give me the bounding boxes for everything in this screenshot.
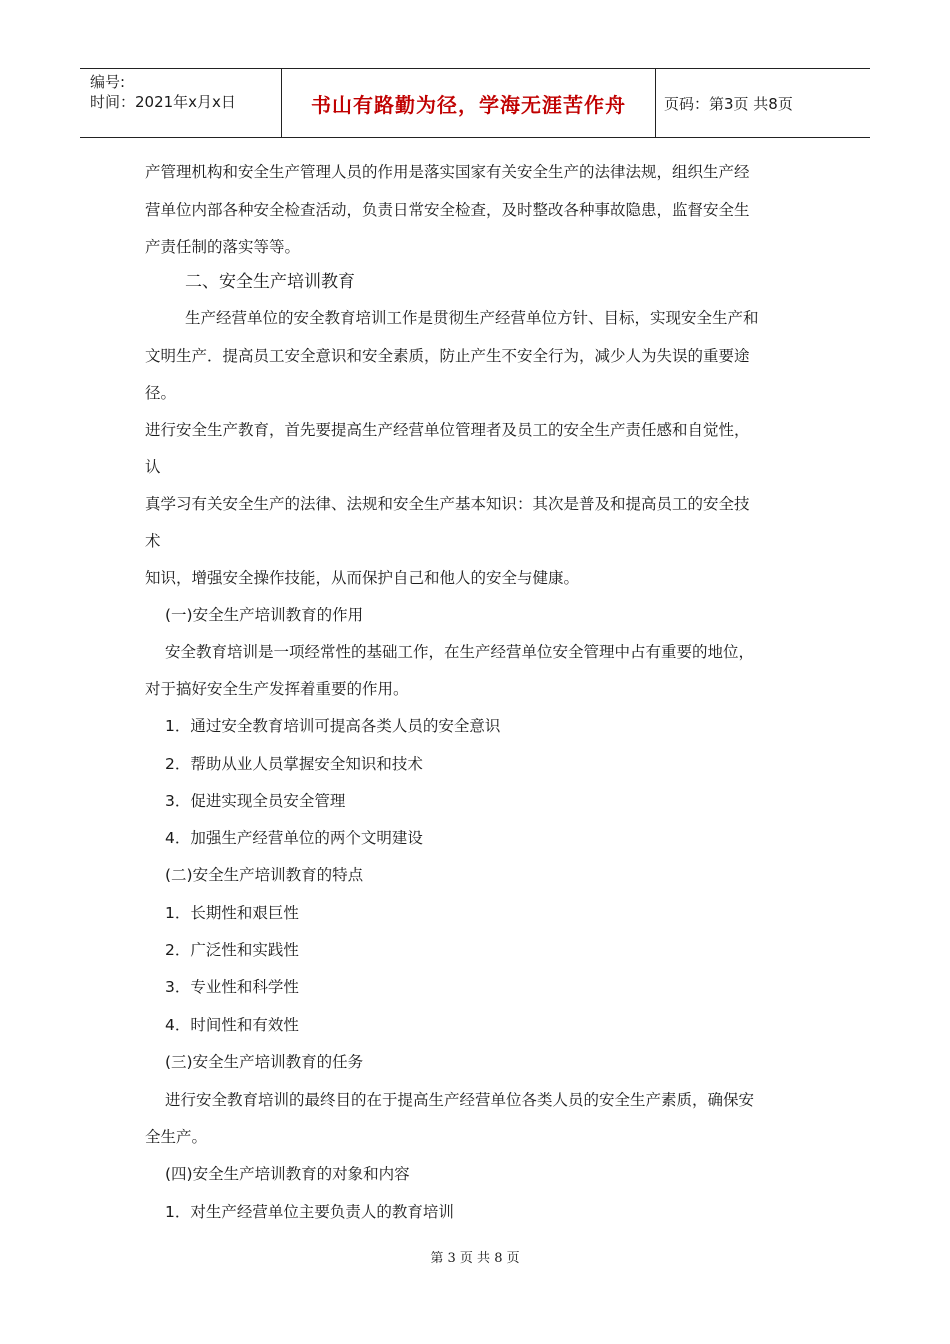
- body-line: 进行安全生产教育，首先要提高生产经营单位管理者及员工的安全生产责任感和自觉性，: [145, 421, 750, 439]
- body-line: 全生产。: [145, 1128, 208, 1146]
- body-line: 安全教育培训是一项经常性的基础工作，在生产经营单位安全管理中占有重要的地位，: [165, 643, 755, 661]
- list-item: 1．长期性和艰巨性: [165, 904, 299, 922]
- list-item: 3．专业性和科学性: [165, 978, 299, 996]
- motto: 书山有路勤为径，学海无涯苦作舟: [281, 69, 656, 137]
- body-line: 产管理机构和安全生产管理人员的作用是落实国家有关安全生产的法律法规，组织生产经: [145, 163, 750, 181]
- body-line: 产责任制的落实等等。: [145, 238, 301, 256]
- list-item: 1．对生产经营单位主要负责人的教育培训: [165, 1203, 454, 1221]
- number-label: 编号:: [90, 73, 126, 91]
- subsection-heading: (三)安全生产培训教育的任务: [165, 1053, 364, 1071]
- body-line: 知识，增强安全操作技能，从而保护自己和他人的安全与健康。: [145, 569, 580, 587]
- time-label: 时间：2021年x月x日: [90, 93, 236, 111]
- subsection-heading: (一)安全生产培训教育的作用: [165, 606, 364, 624]
- body-line: 真学习有关安全生产的法律、法规和安全生产基本知识：其次是普及和提高员工的安全技: [145, 495, 750, 513]
- body-line: 营单位内部各种安全检查活动，负责日常安全检查，及时整改各种事故隐患，监督安全生: [145, 201, 750, 219]
- list-item: 2．广泛性和实践性: [165, 941, 299, 959]
- body-line: 对于搞好安全生产发挥着重要的作用。: [145, 680, 409, 698]
- document-header: [80, 68, 870, 138]
- body-line: 生产经营单位的安全教育培训工作是贯彻生产经营单位方针、目标，实现安全生产和: [185, 309, 759, 327]
- list-item: 3．促进实现全员安全管理: [165, 792, 346, 810]
- subsection-heading: (四)安全生产培训教育的对象和内容: [165, 1165, 410, 1183]
- body-line: 径。: [145, 384, 177, 402]
- section-heading: 二、安全生产培训教育: [185, 272, 355, 292]
- list-item: 4．加强生产经营单位的两个文明建设: [165, 829, 423, 847]
- body-line: 进行安全教育培训的最终目的在于提高生产经营单位各类人员的安全生产素质，确保安: [165, 1091, 755, 1109]
- subsection-heading: (二)安全生产培训教育的特点: [165, 866, 364, 884]
- page-code: 页码：第3页 共8页: [664, 94, 793, 113]
- page-footer: 第 3 页 共 8 页: [430, 1251, 520, 1266]
- body-line: 认: [145, 458, 161, 476]
- list-item: 1．通过安全教育培训可提高各类人员的安全意识: [165, 717, 501, 735]
- header-meta-cell: [80, 69, 280, 137]
- list-item: 2．帮助从业人员掌握安全知识和技术: [165, 755, 423, 773]
- list-item: 4．时间性和有效性: [165, 1016, 299, 1034]
- body-line: 文明生产．提高员工安全意识和安全素质，防止产生不安全行为，减少人为失误的重要途: [145, 347, 750, 365]
- body-line: 术: [145, 532, 161, 550]
